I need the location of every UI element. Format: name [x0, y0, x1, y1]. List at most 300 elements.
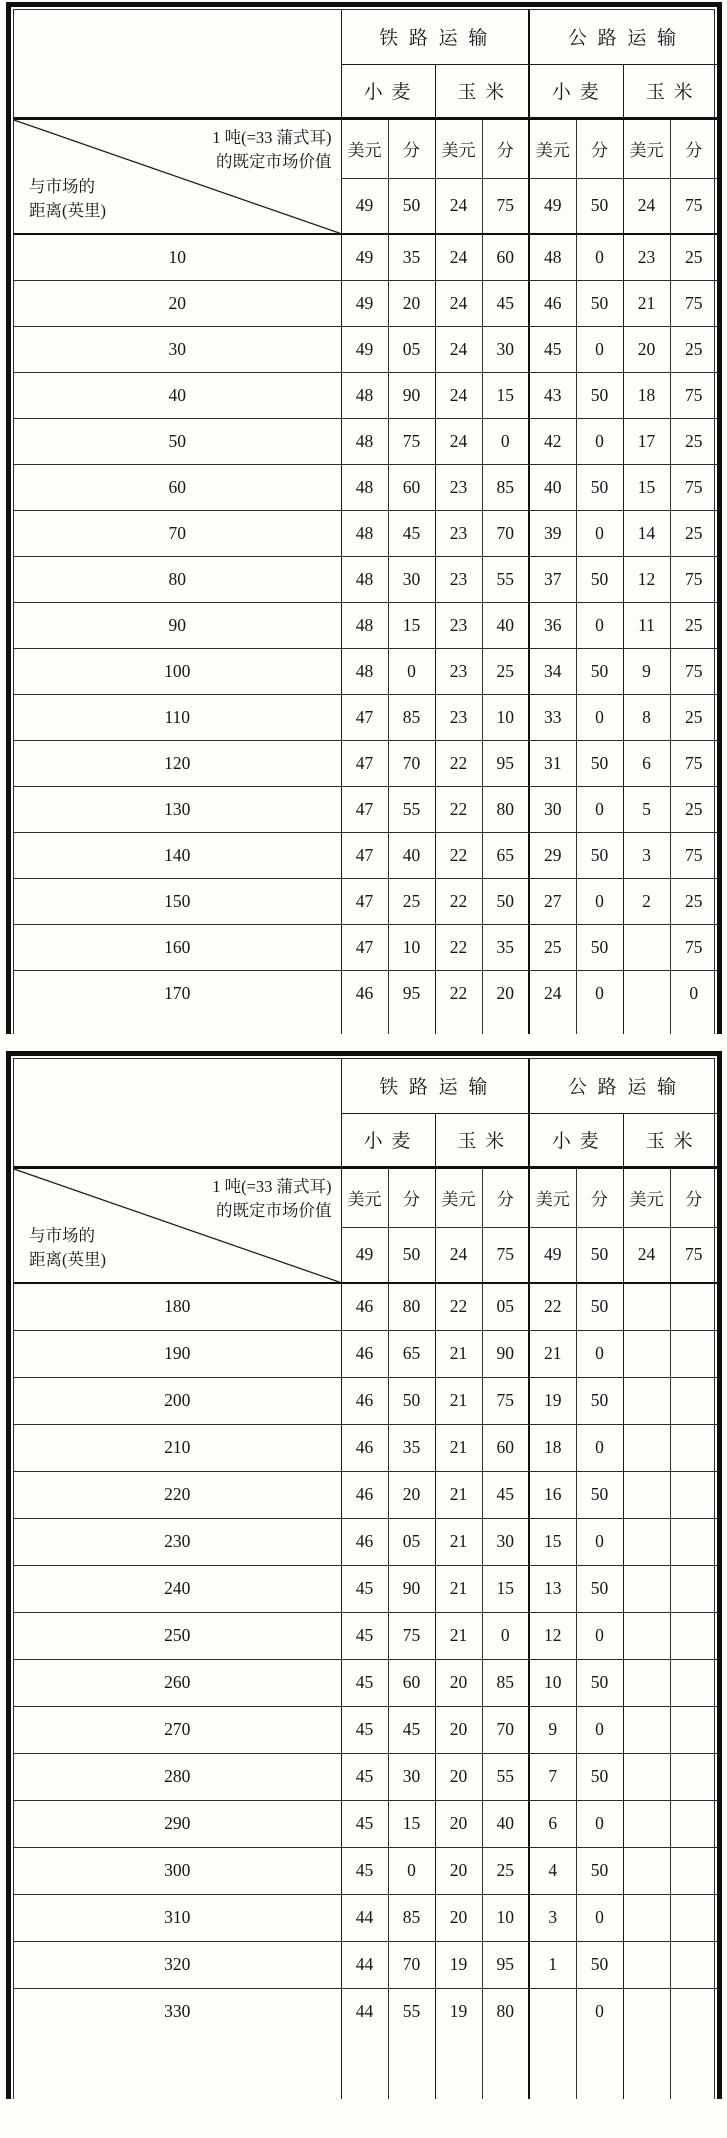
value-cell: 33 — [529, 694, 576, 740]
value-cell: 25 — [388, 878, 435, 924]
table-row — [14, 648, 717, 694]
distance-cell: 50 — [14, 418, 341, 464]
value-cell: 21 — [435, 1377, 482, 1424]
value-cell — [623, 1283, 670, 1330]
value-cell: 9 — [529, 1706, 576, 1753]
value-cell: 0 — [576, 786, 623, 832]
value-cell — [623, 1988, 670, 2035]
unit-header: 美元 — [529, 118, 576, 178]
value-cell — [623, 1800, 670, 1847]
value-cell: 3 — [529, 1894, 576, 1941]
distance-cell: 80 — [14, 556, 341, 602]
value-cell: 40 — [482, 1800, 529, 1847]
corn-header: 玉 米 — [623, 64, 717, 118]
value-cell: 0 — [576, 1706, 623, 1753]
freight-table-1-frame — [6, 2, 722, 1034]
freight-table-1 — [14, 10, 717, 1034]
value-cell: 50 — [576, 1753, 623, 1800]
value-cell: 20 — [435, 1753, 482, 1800]
value-cell: 30 — [482, 1518, 529, 1565]
distance-cell: 30 — [14, 326, 341, 372]
value-cell: 48 — [341, 418, 388, 464]
value-cell: 20 — [435, 1659, 482, 1706]
value-cell: 24 — [435, 372, 482, 418]
value-cell: 0 — [576, 878, 623, 924]
table-row — [14, 1612, 717, 1659]
open-cell — [388, 2035, 435, 2099]
base-value-cell: 49 — [529, 178, 576, 234]
value-cell: 80 — [388, 1283, 435, 1330]
table-row — [14, 832, 717, 878]
value-cell — [623, 1706, 670, 1753]
value-cell: 90 — [388, 372, 435, 418]
value-cell: 23 — [435, 464, 482, 510]
open-cell — [529, 2035, 576, 2099]
value-cell: 50 — [576, 832, 623, 878]
value-cell: 22 — [435, 786, 482, 832]
distance-cell: 140 — [14, 832, 341, 878]
value-cell: 10 — [388, 924, 435, 970]
value-cell: 12 — [623, 556, 670, 602]
value-cell: 45 — [341, 1565, 388, 1612]
value-cell: 0 — [576, 1330, 623, 1377]
value-cell: 22 — [529, 1283, 576, 1330]
value-cell — [670, 1800, 717, 1847]
distance-label — [29, 1224, 106, 1274]
value-cell: 0 — [388, 1847, 435, 1894]
unit-header: 分 — [670, 1167, 717, 1227]
value-cell: 85 — [388, 1894, 435, 1941]
value-cell: 47 — [341, 694, 388, 740]
value-cell: 65 — [388, 1330, 435, 1377]
table-row — [14, 1800, 717, 1847]
value-cell: 95 — [482, 740, 529, 786]
value-cell: 42 — [529, 418, 576, 464]
value-cell: 40 — [482, 602, 529, 648]
value-cell: 50 — [482, 878, 529, 924]
value-cell: 75 — [388, 418, 435, 464]
value-cell: 48 — [341, 372, 388, 418]
market-value-line2: 的既定市场价值 — [216, 152, 332, 172]
value-cell — [670, 1988, 717, 2035]
table-row — [14, 418, 717, 464]
value-cell — [623, 1612, 670, 1659]
value-cell: 25 — [529, 924, 576, 970]
value-cell: 46 — [341, 970, 388, 1016]
distance-cell: 40 — [14, 372, 341, 418]
distance-label-line1: 与市场的 — [29, 176, 95, 196]
unit-row — [14, 1167, 717, 1227]
distance-cell: 280 — [14, 1753, 341, 1800]
value-cell: 0 — [388, 648, 435, 694]
distance-cell: 240 — [14, 1565, 341, 1612]
value-cell: 24 — [435, 418, 482, 464]
value-cell — [670, 1847, 717, 1894]
table-row — [14, 740, 717, 786]
table-row — [14, 878, 717, 924]
value-cell: 22 — [435, 924, 482, 970]
value-cell: 95 — [388, 970, 435, 1016]
value-cell: 50 — [576, 648, 623, 694]
unit-header: 美元 — [341, 118, 388, 178]
value-cell: 49 — [341, 280, 388, 326]
value-cell — [670, 1471, 717, 1518]
value-cell — [670, 1753, 717, 1800]
market-value-line2: 的既定市场价值 — [216, 1201, 332, 1221]
value-cell — [670, 1894, 717, 1941]
value-cell: 0 — [576, 418, 623, 464]
value-cell: 19 — [529, 1377, 576, 1424]
value-cell: 90 — [482, 1330, 529, 1377]
wheat-header: 小 麦 — [341, 1113, 435, 1167]
base-value-cell: 50 — [388, 1227, 435, 1283]
table-row — [14, 1706, 717, 1753]
distance-label — [29, 175, 106, 225]
value-cell — [623, 1565, 670, 1612]
value-cell: 55 — [388, 1988, 435, 2035]
table-row — [14, 1471, 717, 1518]
value-cell: 25 — [670, 878, 717, 924]
unit-header: 美元 — [435, 118, 482, 178]
open-bottom-row — [14, 2035, 717, 2099]
value-cell: 22 — [435, 832, 482, 878]
distance-cell: 150 — [14, 878, 341, 924]
distance-cell: 120 — [14, 740, 341, 786]
value-cell: 50 — [576, 372, 623, 418]
value-cell: 46 — [341, 1283, 388, 1330]
value-cell: 20 — [435, 1800, 482, 1847]
value-cell: 75 — [670, 924, 717, 970]
value-cell: 80 — [482, 1988, 529, 2035]
open-cell — [341, 1016, 388, 1034]
value-cell — [623, 1659, 670, 1706]
distance-cell: 300 — [14, 1847, 341, 1894]
value-cell: 0 — [576, 970, 623, 1016]
value-cell: 46 — [341, 1377, 388, 1424]
value-cell: 50 — [576, 924, 623, 970]
value-cell: 37 — [529, 556, 576, 602]
value-cell: 10 — [482, 694, 529, 740]
open-cell — [14, 2035, 341, 2099]
wheat-header: 小 麦 — [529, 64, 623, 118]
distance-cell: 180 — [14, 1283, 341, 1330]
market-value-line1: 1 吨(=33 蒲式耳) — [212, 127, 332, 147]
value-cell: 25 — [482, 1847, 529, 1894]
base-value-cell: 50 — [576, 1227, 623, 1283]
value-cell: 23 — [435, 556, 482, 602]
open-cell — [482, 1016, 529, 1034]
open-bottom-row — [14, 1016, 717, 1034]
unit-header: 分 — [388, 1167, 435, 1227]
value-cell: 50 — [576, 1941, 623, 1988]
value-cell: 50 — [576, 1847, 623, 1894]
transport-mode-row — [14, 1059, 717, 1113]
value-cell: 35 — [482, 924, 529, 970]
value-cell: 20 — [435, 1847, 482, 1894]
value-cell — [670, 1424, 717, 1471]
freight-table-2 — [14, 1059, 717, 2099]
value-cell: 44 — [341, 1988, 388, 2035]
value-cell: 30 — [388, 556, 435, 602]
value-cell: 23 — [623, 234, 670, 280]
value-cell: 30 — [388, 1753, 435, 1800]
value-cell: 20 — [388, 1471, 435, 1518]
unit-header: 美元 — [623, 1167, 670, 1227]
table-row — [14, 602, 717, 648]
value-cell: 45 — [529, 326, 576, 372]
value-cell: 25 — [670, 786, 717, 832]
value-cell: 24 — [435, 280, 482, 326]
value-cell: 22 — [435, 740, 482, 786]
wheat-header: 小 麦 — [529, 1113, 623, 1167]
value-cell: 23 — [435, 648, 482, 694]
value-cell: 16 — [529, 1471, 576, 1518]
value-cell — [623, 1518, 670, 1565]
value-cell: 23 — [435, 510, 482, 556]
value-cell: 55 — [482, 1753, 529, 1800]
open-cell — [341, 2035, 388, 2099]
value-cell: 21 — [529, 1330, 576, 1377]
table-row — [14, 1753, 717, 1800]
value-cell: 15 — [482, 372, 529, 418]
base-value-cell: 24 — [435, 1227, 482, 1283]
value-cell: 75 — [670, 464, 717, 510]
distance-label-line2: 距离(英里) — [29, 201, 106, 221]
value-cell — [529, 1988, 576, 2035]
table-row — [14, 1377, 717, 1424]
distance-cell: 170 — [14, 970, 341, 1016]
value-cell: 7 — [529, 1753, 576, 1800]
base-value-cell: 75 — [482, 178, 529, 234]
value-cell: 18 — [529, 1424, 576, 1471]
value-cell: 35 — [388, 1424, 435, 1471]
value-cell: 0 — [576, 1988, 623, 2035]
open-cell — [435, 2035, 482, 2099]
value-cell: 21 — [435, 1565, 482, 1612]
distance-cell: 260 — [14, 1659, 341, 1706]
value-cell: 0 — [576, 326, 623, 372]
value-cell: 46 — [341, 1424, 388, 1471]
value-cell: 45 — [482, 1471, 529, 1518]
value-cell: 75 — [482, 1377, 529, 1424]
freight-table-2-frame — [6, 1051, 722, 2099]
value-cell: 0 — [576, 1800, 623, 1847]
value-cell: 05 — [482, 1283, 529, 1330]
value-cell: 10 — [482, 1894, 529, 1941]
open-cell — [435, 1016, 482, 1034]
value-cell: 19 — [435, 1988, 482, 2035]
value-cell: 44 — [341, 1941, 388, 1988]
value-cell: 43 — [529, 372, 576, 418]
value-cell: 45 — [341, 1659, 388, 1706]
distance-cell: 20 — [14, 280, 341, 326]
value-cell: 48 — [341, 602, 388, 648]
value-cell: 25 — [670, 418, 717, 464]
unit-header: 分 — [670, 118, 717, 178]
unit-header: 分 — [388, 118, 435, 178]
value-cell: 30 — [482, 326, 529, 372]
table-row — [14, 970, 717, 1016]
unit-header: 美元 — [341, 1167, 388, 1227]
base-value-cell: 50 — [388, 178, 435, 234]
open-cell — [623, 2035, 670, 2099]
value-cell: 9 — [623, 648, 670, 694]
table-row — [14, 1565, 717, 1612]
value-cell: 49 — [341, 234, 388, 280]
table-row — [14, 924, 717, 970]
table-row — [14, 1659, 717, 1706]
value-cell: 0 — [482, 1612, 529, 1659]
value-cell: 0 — [576, 510, 623, 556]
distance-cell: 130 — [14, 786, 341, 832]
open-cell — [482, 2035, 529, 2099]
road-transport-header: 公 路 运 输 — [529, 1059, 717, 1113]
value-cell: 0 — [576, 602, 623, 648]
distance-cell: 320 — [14, 1941, 341, 1988]
table-row — [14, 234, 717, 280]
value-cell: 0 — [576, 694, 623, 740]
distance-cell: 110 — [14, 694, 341, 740]
distance-cell: 250 — [14, 1612, 341, 1659]
value-cell: 21 — [435, 1518, 482, 1565]
value-cell: 75 — [670, 740, 717, 786]
value-cell: 30 — [529, 786, 576, 832]
value-cell — [670, 1941, 717, 1988]
value-cell — [623, 1941, 670, 1988]
table-row — [14, 326, 717, 372]
header-spacer-cell — [14, 10, 341, 118]
table-row — [14, 280, 717, 326]
value-cell — [623, 1377, 670, 1424]
distance-cell: 70 — [14, 510, 341, 556]
value-cell: 21 — [435, 1330, 482, 1377]
value-cell: 11 — [623, 602, 670, 648]
unit-header: 分 — [482, 1167, 529, 1227]
table-1-body — [14, 234, 717, 1016]
distance-cell: 190 — [14, 1330, 341, 1377]
value-cell: 75 — [670, 372, 717, 418]
value-cell: 45 — [341, 1753, 388, 1800]
table-row — [14, 1988, 717, 2035]
value-cell: 60 — [482, 234, 529, 280]
value-cell — [670, 1612, 717, 1659]
value-cell: 45 — [341, 1612, 388, 1659]
value-cell: 20 — [435, 1894, 482, 1941]
value-cell: 29 — [529, 832, 576, 878]
value-cell: 14 — [623, 510, 670, 556]
value-cell: 44 — [341, 1894, 388, 1941]
value-cell: 70 — [482, 510, 529, 556]
open-cell — [529, 1016, 576, 1034]
value-cell: 0 — [576, 234, 623, 280]
value-cell: 1 — [529, 1941, 576, 1988]
value-cell: 0 — [576, 1424, 623, 1471]
open-cell — [670, 1016, 717, 1034]
value-cell — [670, 1330, 717, 1377]
value-cell: 21 — [435, 1471, 482, 1518]
value-cell: 25 — [670, 694, 717, 740]
distance-label-line2: 距离(英里) — [29, 1250, 106, 1270]
base-value-cell: 24 — [435, 178, 482, 234]
value-cell: 0 — [576, 1518, 623, 1565]
value-cell: 20 — [482, 970, 529, 1016]
value-cell: 45 — [341, 1847, 388, 1894]
road-transport-header: 公 路 运 输 — [529, 10, 717, 64]
value-cell: 70 — [388, 1941, 435, 1988]
value-cell: 13 — [529, 1565, 576, 1612]
value-cell: 45 — [482, 280, 529, 326]
table-row — [14, 1330, 717, 1377]
value-cell: 60 — [388, 464, 435, 510]
value-cell — [623, 1471, 670, 1518]
value-cell: 22 — [435, 878, 482, 924]
table-1-header — [14, 10, 717, 234]
base-value-cell: 75 — [670, 178, 717, 234]
value-cell: 50 — [576, 1565, 623, 1612]
value-cell: 50 — [576, 740, 623, 786]
distance-label-line1: 与市场的 — [29, 1225, 95, 1245]
value-cell — [623, 1894, 670, 1941]
value-cell: 12 — [529, 1612, 576, 1659]
value-cell: 45 — [388, 1706, 435, 1753]
value-cell: 60 — [388, 1659, 435, 1706]
value-cell: 31 — [529, 740, 576, 786]
table-row — [14, 372, 717, 418]
value-cell: 35 — [388, 234, 435, 280]
value-cell: 48 — [341, 510, 388, 556]
value-cell: 75 — [670, 648, 717, 694]
distance-cell: 10 — [14, 234, 341, 280]
value-cell: 50 — [576, 464, 623, 510]
unit-header: 分 — [482, 118, 529, 178]
distance-cell: 160 — [14, 924, 341, 970]
table-row — [14, 694, 717, 740]
market-value-label — [212, 126, 331, 176]
value-cell: 46 — [529, 280, 576, 326]
value-cell: 48 — [341, 648, 388, 694]
value-cell: 23 — [435, 602, 482, 648]
unit-row — [14, 118, 717, 178]
value-cell: 80 — [482, 786, 529, 832]
value-cell: 4 — [529, 1847, 576, 1894]
value-cell: 15 — [529, 1518, 576, 1565]
value-cell: 15 — [388, 602, 435, 648]
table-2-body — [14, 1283, 717, 2035]
table-row — [14, 1424, 717, 1471]
value-cell — [670, 1659, 717, 1706]
table-2-header — [14, 1059, 717, 1283]
value-cell — [670, 1565, 717, 1612]
value-cell: 70 — [482, 1706, 529, 1753]
base-value-cell: 75 — [670, 1227, 717, 1283]
value-cell: 75 — [670, 832, 717, 878]
value-cell: 49 — [341, 326, 388, 372]
distance-cell: 60 — [14, 464, 341, 510]
diagonal-header-cell — [14, 1167, 341, 1283]
value-cell: 50 — [388, 1377, 435, 1424]
value-cell: 48 — [529, 234, 576, 280]
table-row — [14, 510, 717, 556]
value-cell: 85 — [482, 1659, 529, 1706]
distance-cell: 310 — [14, 1894, 341, 1941]
value-cell: 50 — [576, 280, 623, 326]
value-cell: 21 — [435, 1424, 482, 1471]
value-cell — [623, 1847, 670, 1894]
value-cell: 47 — [341, 878, 388, 924]
value-cell: 48 — [341, 464, 388, 510]
open-cell — [14, 1016, 341, 1034]
header-spacer-cell — [14, 1059, 341, 1167]
